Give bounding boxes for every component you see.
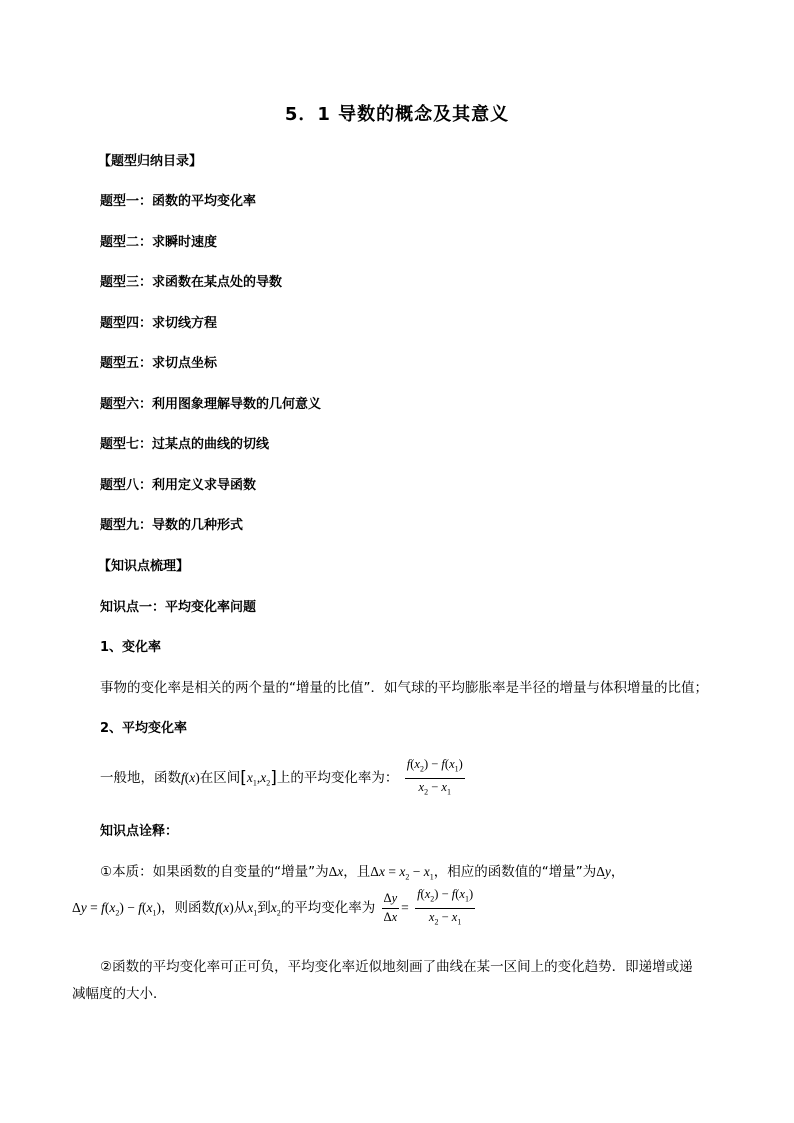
toc-item-2: 题型二：求瞬时速度 (100, 235, 218, 250)
paragraph-rate: 事物的变化率是相关的两个量的“增量的比值”．如气球的平均膨胀率是半径的增量与体积增量的比值； (100, 680, 708, 696)
formula-dy-dx: $\frac{\Delta y}{\Delta x}$ (383, 891, 398, 924)
text-segment: ，相应的函数值的“增量”为 (433, 864, 597, 880)
text-segment: 上的平均变化率为： (276, 770, 399, 786)
knowledge-heading: 【知识点梳理】 (98, 559, 190, 574)
formula-x1: $x_1$ (247, 900, 258, 918)
toc-item-7: 题型七：过某点的曲线的切线 (100, 437, 270, 452)
formula-delta-x: Δx (328, 864, 344, 879)
toc-item-1: 题型一：函数的平均变化率 (100, 194, 257, 209)
text-segment: 到 (257, 900, 271, 916)
sub-heading-rate: 1、变化率 (100, 640, 162, 655)
text-segment: ，且 (343, 864, 371, 880)
formula-fx-2: f(x) (214, 900, 234, 915)
formula-fx: f(x) (181, 770, 200, 785)
toc-heading: 【题型归纳目录】 (98, 154, 203, 169)
toc-item-6: 题型六：利用图象理解导数的几何意义 (100, 397, 322, 412)
toc-item-4: 题型四：求切线方程 (100, 316, 218, 331)
toc-item-5: 题型五：求切点坐标 (100, 356, 218, 371)
paragraph-sign-line2: 减幅度的大小． (72, 986, 167, 1002)
formula-delta-x-def: $\Delta x = x_2 - x_1$ (370, 864, 434, 882)
toc-item-9: 题型九：导数的几种形式 (100, 518, 244, 533)
text-segment: ，则函数 (160, 900, 215, 916)
formula-interval: $[x_1,x_2]$ (240, 768, 277, 788)
toc-item-8: 题型八：利用定义求导函数 (100, 478, 257, 493)
formula-average-rate: $\frac{f(x_2) - f(x_1)}{x_2 - x_1}$ (406, 756, 463, 797)
kp1-heading: 知识点一：平均变化率问题 (100, 600, 257, 615)
paragraph-average-rate (100, 756, 467, 800)
text-segment: 从 (233, 900, 248, 916)
text-segment: ①本质：如果函数的自变量的“增量”为 (100, 864, 329, 880)
formula-x2: $x_2$ (270, 900, 281, 918)
paragraph-delta-y (72, 886, 477, 930)
toc-item-3: 题型三：求函数在某点处的导数 (100, 275, 283, 290)
explain-heading: 知识点诠释： (100, 824, 179, 839)
page-title: 5．1 导数的概念及其意义 (284, 104, 510, 125)
paragraph-sign-line1: ②函数的平均变化率可正可负，平均变化率近似地刻画了曲线在某一区间上的变化趋势．即递增或递 (100, 959, 693, 975)
formula-equals: = (401, 900, 409, 915)
sub-heading-average-rate: 2、平均变化率 (100, 721, 188, 736)
text-segment: 在区间 (199, 770, 241, 786)
text-segment: ， (610, 864, 625, 880)
formula-average-rate-2: $\frac{f(x_2) - f(x_1)}{x_2 - x_1}$ (417, 886, 474, 927)
text-segment: 的平均变化率为 (280, 900, 376, 916)
formula-delta-y-def: $\Delta y = f(x_2) - f(x_1)$ (72, 900, 161, 918)
text-segment: 一般地，函数 (100, 770, 181, 786)
formula-delta-y: Δy (596, 864, 611, 879)
paragraph-essence (100, 860, 624, 882)
